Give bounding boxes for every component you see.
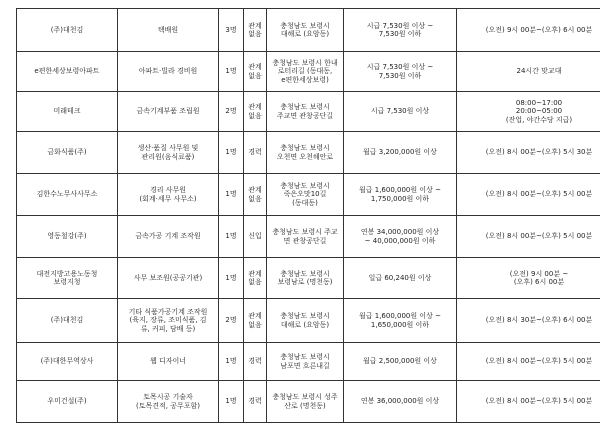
work-hours-cell: (오전) 8시 00분~(오후) 5시 00분 [457,343,600,381]
work-hours-cell: 24시간 맞교대 [457,52,600,92]
location-cell: 충청남도 보령시 한내 로터리길 (동대동, e편한세상보령) [267,52,344,92]
table-row [17,299,600,343]
experience-cell: 관계없음 [244,9,267,52]
company-cell: 금화식품(주) [17,132,118,174]
location-cell: 충청남도 보령시 주교면 관창공단길 [267,92,344,132]
pay-cell: 연봉 36,000,000원 이상 [344,381,457,423]
company-cell: e편한세상보령아파트 [17,52,118,92]
location-cell: 충청남도 보령시 주교 면 관창공단길 [267,216,344,258]
location-cell: 충청남도 보령시 죽은오맛10길 (동대동) [267,174,344,216]
experience-cell: 신입 [244,216,267,258]
job-title-cell: 금속기계부품 조립원 [118,92,219,132]
work-hours-cell: (오전) 9시 00분~(오후) 6시 00분 [457,9,600,52]
work-hours-cell: (오전) 8시 00분~(오후) 5시 30분 [457,132,600,174]
headcount-cell: 1명 [219,52,244,92]
headcount-cell: 1명 [219,343,244,381]
experience-cell: 경력 [244,132,267,174]
job-title-cell: 경리 사무원 (회계·세무 사무소) [118,174,219,216]
headcount-cell: 2명 [219,92,244,132]
work-hours-cell: (오전) 8시 00분~(오후) 5시 00분 [457,216,600,258]
experience-cell: 관계없음 [244,258,267,299]
work-hours-cell: (오전) 9시 00분 ~ (오후) 6시 00분 [457,258,600,299]
table-row [17,216,600,258]
pay-cell: 시급 7,530원 이상 [344,92,457,132]
company-cell: (주)대천김 [17,9,118,52]
work-hours-cell: (오전) 8시 00분~(오후) 5시 00분 [457,381,600,423]
pay-cell: 시급 7,530원 이상 ~ 7,530원 이하 [344,52,457,92]
company-cell: 대전지방고용노동청 보령지청 [17,258,118,299]
table-row [17,174,600,216]
pay-cell: 월급 2,500,000원 이상 [344,343,457,381]
pay-cell: 일급 60,240원 이상 [344,258,457,299]
pay-cell: 월급 1,600,000원 이상 ~ 1,650,000원 이하 [344,299,457,343]
experience-cell: 관계없음 [244,92,267,132]
pay-cell: 연봉 34,000,000원 이상 ~ 40,000,000원 이하 [344,216,457,258]
location-cell: 충청남도 보령시 보령남로 (명천동) [267,258,344,299]
company-cell: 영동철강(주) [17,216,118,258]
experience-cell: 관계없음 [244,52,267,92]
experience-cell: 관계없음 [244,299,267,343]
job-title-cell: 기타 식품가공기계 조작원 (육지, 장류, 조미식품, 김 류, 커피, 담배 등) [118,299,219,343]
headcount-cell: 1명 [219,216,244,258]
headcount-cell: 2명 [219,299,244,343]
location-cell: 충청남도 보령시 남포면 흐른내길 [267,343,344,381]
work-hours-cell: (오전) 8시 30분~(오후) 6시 00분 [457,299,600,343]
experience-cell: 경력 [244,343,267,381]
experience-cell: 관계없음 [244,174,267,216]
headcount-cell: 3명 [219,9,244,52]
table-row [17,132,600,174]
table-row [17,52,600,92]
headcount-cell: 1명 [219,132,244,174]
location-cell: 충청남도 보령시 대해로 (요암동) [267,9,344,52]
job-title-cell: 토목시공 기술자 (토목견적, 공무포함) [118,381,219,423]
table-row [17,9,600,52]
table-row [17,92,600,132]
table-row [17,258,600,299]
job-title-cell: 금속가공 기계 조작원 [118,216,219,258]
job-listings-table [16,8,600,423]
job-title-cell: 생산·품질 사무원 및 관리원(음식료품) [118,132,219,174]
job-title-cell: 사무 보조원(공공기관) [118,258,219,299]
company-cell: 우미건설(주) [17,381,118,423]
experience-cell: 경력 [244,381,267,423]
headcount-cell: 1명 [219,174,244,216]
pay-cell: 월급 3,200,000원 이상 [344,132,457,174]
work-hours-cell: 08:00~17:00 20:00~05:00 (잔업, 야간수당 지급) [457,92,600,132]
job-listings-body [17,9,600,423]
pay-cell: 시급 7,530원 이상 ~ 7,530원 이하 [344,9,457,52]
job-title-cell: 웹 디자이너 [118,343,219,381]
location-cell: 충청남도 보령시 오천면 오천해안로 [267,132,344,174]
headcount-cell: 1명 [219,258,244,299]
pay-cell: 월급 1,600,000원 이상 ~ 1,750,000원 이하 [344,174,457,216]
company-cell: 미래테크 [17,92,118,132]
location-cell: 충청남도 보령시 대해로 (요암동) [267,299,344,343]
work-hours-cell: (오전) 8시 00분~(오후) 5시 00분 [457,174,600,216]
job-title-cell: 아파트·빌라 경비원 [118,52,219,92]
job-title-cell: 택배원 [118,9,219,52]
table-row [17,381,600,423]
company-cell: (주)대천김 [17,299,118,343]
headcount-cell: 1명 [219,381,244,423]
table-row [17,343,600,381]
company-cell: 김한수노무사사무소 [17,174,118,216]
location-cell: 충청남도 보령시 성주 산로 (명천동) [267,381,344,423]
company-cell: (주)대한무역상사 [17,343,118,381]
